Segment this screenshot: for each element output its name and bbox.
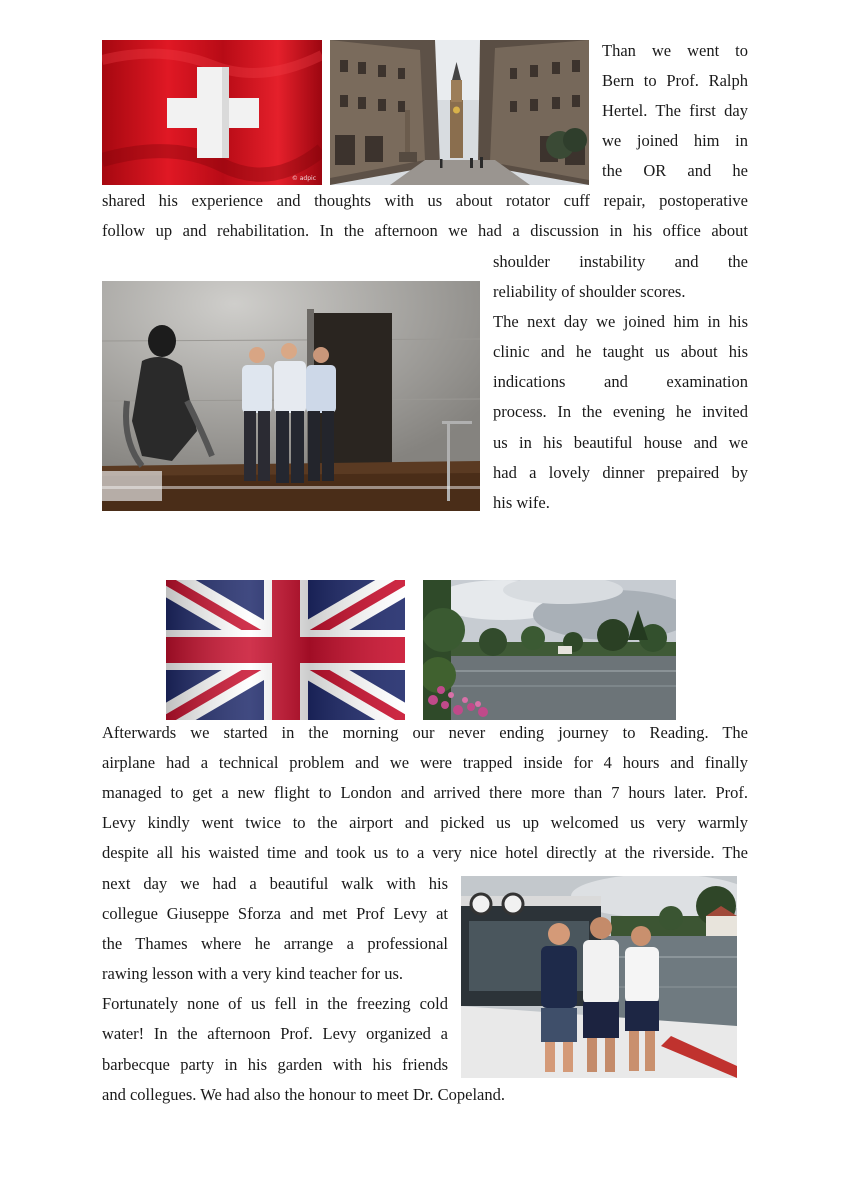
text-line: airplane had a technical problem and we were trapped inside for 4 hours and finally [102, 753, 748, 773]
text-line: The next day we joined him in his [493, 312, 748, 332]
uk-wrap-text [102, 869, 505, 1110]
uk-full-width-text [102, 718, 748, 868]
text-line: Hertel. The first day [602, 101, 748, 121]
bern-street-photo [330, 40, 589, 185]
text-line: collegue Giuseppe Sforza and met Prof Levy at [102, 904, 448, 924]
text-line: Fortunately none of us fell in the freezing cold [102, 994, 448, 1014]
office-group-photo [102, 281, 480, 511]
swiss-intro-wrap-text [602, 36, 748, 186]
text-line: shoulder instability and the [493, 252, 748, 271]
text-line: Afterwards we started in the morning our never ending journey to Reading. The [102, 723, 748, 742]
text-line: despite all his waisted time and took us to a very nice hotel directly at the riverside. The [102, 843, 748, 863]
text-line: had a lovely dinner prepaired by [493, 462, 748, 482]
text-line: Bern to Prof. Ralph [602, 71, 748, 91]
text-line: the OR and he [602, 161, 748, 181]
text-line: the Thames where he arrange a professional [102, 934, 448, 954]
swiss-full-width-text [102, 186, 748, 246]
text-line: water! In the afternoon Prof. Levy organized a [102, 1024, 448, 1044]
swiss-side-text [493, 247, 748, 518]
text-line: Levy kindly went twice to the airport and picked us up welcomed us very warmly [102, 813, 748, 833]
text-line: reliability of shoulder scores. [493, 282, 686, 302]
text-line: Than we went to [602, 41, 748, 60]
swiss-flag-image [102, 40, 322, 185]
text-line: us in his beautiful house and we [493, 432, 748, 452]
text-line: rawing lesson with a very kind teacher for us. [102, 964, 404, 984]
text-line: follow up and rehabilitation. In the afternoon we had a discussion in his office about [102, 221, 748, 241]
text-line: his wife. [493, 492, 550, 512]
text-line: barbecque party in his garden with his friends [102, 1054, 448, 1074]
text-line: process. In the evening he invited [493, 402, 748, 422]
text-line: clinic and he taught us about his [493, 342, 748, 362]
text-line: we joined him in [602, 131, 748, 151]
text-line: next day we had a beautiful walk with his [102, 874, 448, 893]
text-line: managed to get a new flight to London and arrived there more than 7 hours later. Prof. [102, 783, 748, 803]
flag-watermark: © adpic [291, 175, 316, 182]
text-line: and collegues. We had also the honour to meet Dr. Copeland. [102, 1084, 505, 1104]
boat-group-photo [461, 876, 737, 1078]
thames-river-photo [423, 580, 676, 720]
text-line: shared his experience and thoughts with us about rotator cuff repair, postoperative [102, 191, 748, 210]
union-jack-flag-image [166, 580, 405, 720]
text-line: indications and examination [493, 372, 748, 392]
